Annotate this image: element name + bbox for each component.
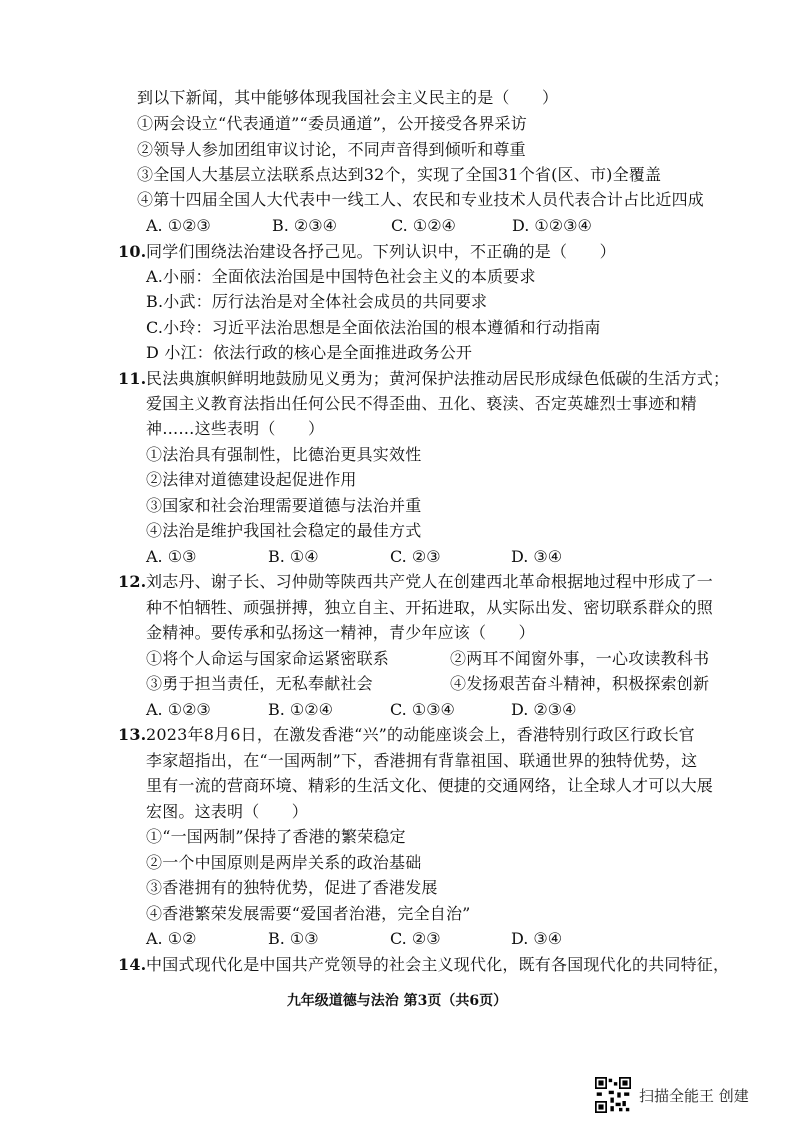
q13-stem-line-3: 里有一流的营商环境、精彩的生活文化、便捷的交通网络，让全球人才可以大展 bbox=[146, 776, 714, 795]
q12-item-1: ①将个人命运与国家命运紧密联系 bbox=[146, 649, 390, 668]
q13-stem-line-1: 2023年8月6日，在激发香港“兴”的动能座谈会上，香港特别行政区行政长官 bbox=[146, 725, 695, 744]
q12-item-3: ③勇于担当责任，无私奉献社会 bbox=[146, 674, 373, 693]
q11-stem-line-2: 爱国主义教育法指出任何公民不得歪曲、丑化、亵渎、否定英雄烈士事迹和精 bbox=[146, 394, 697, 413]
q11-item-2: ②法律对道德建设起促进作用 bbox=[146, 470, 357, 489]
q11-item-1: ①法治具有强制性，比德治更具实效性 bbox=[146, 445, 422, 464]
q13-option-c: C. ②③ bbox=[390, 929, 441, 948]
q11-option-d: D. ③④ bbox=[511, 547, 563, 566]
q9-item-2: ②领导人参加团组审议讨论，不同声音得到倾听和尊重 bbox=[137, 140, 526, 159]
q13-item-3: ③香港拥有的独特优势，促进了香港发展 bbox=[146, 878, 438, 897]
q13-option-a: A. ①② bbox=[146, 929, 197, 948]
q11-stem-line-1: 民法典旗帜鲜明地鼓励见义勇为；黄河保护法推动居民形成绿色低碳的生活方式； bbox=[146, 369, 730, 388]
q11-item-4: ④法治是维护我国社会稳定的最佳方式 bbox=[146, 521, 422, 540]
q9-item-3: ③全国人大基层立法联系点达到32个，实现了全国31个省(区、市)全覆盖 bbox=[137, 165, 662, 184]
q11-option-a: A. ①③ bbox=[146, 547, 197, 566]
qr-code-icon bbox=[595, 1077, 631, 1113]
q12-option-b: B. ①②④ bbox=[268, 700, 333, 719]
q10-option-b: B.小武：厉行法治是对全体社会成员的共同要求 bbox=[146, 292, 488, 311]
q9-stem: 到以下新闻，其中能够体现我国社会主义民主的是（ ） bbox=[137, 88, 559, 107]
q13-number: 13. bbox=[118, 725, 147, 744]
q12-item-4: ④发扬艰苦奋斗精神，积极探索创新 bbox=[450, 674, 710, 693]
q14-stem: 中国式现代化是中国共产党领导的社会主义现代化，既有各国现代化的共同特征， bbox=[146, 955, 730, 974]
q13-item-2: ②一个中国原则是两岸关系的政治基础 bbox=[146, 853, 422, 872]
q12-option-d: D. ②③④ bbox=[511, 700, 577, 719]
scanner-watermark bbox=[595, 1075, 785, 1115]
q11-stem-line-3: 神……这些表明（ ） bbox=[146, 419, 325, 438]
q11-number: 11. bbox=[118, 369, 147, 388]
q9-item-1: ①两会设立“代表通道”“委员通道”，公开接受各界采访 bbox=[137, 114, 527, 133]
q9-option-a: A. ①②③ bbox=[146, 216, 211, 235]
page-footer: 九年级道德与法治 第3页（共6页） bbox=[286, 993, 508, 1009]
q10-option-a: A.小丽：全面依法治国是中国特色社会主义的本质要求 bbox=[146, 267, 536, 286]
q12-stem-line-1: 刘志丹、谢子长、习仲勋等陕西共产党人在创建西北革命根据地过程中形成了一 bbox=[146, 572, 714, 591]
q12-stem-line-3: 金精神。要传承和弘扬这一精神，青少年应该（ ） bbox=[146, 623, 535, 642]
q10-option-d: D 小江：依法行政的核心是全面推进政务公开 bbox=[146, 343, 473, 362]
q9-option-b: B. ②③④ bbox=[272, 216, 337, 235]
q11-option-b: B. ①④ bbox=[268, 547, 319, 566]
q12-number: 12. bbox=[118, 572, 147, 591]
watermark-text: 扫描全能王 创建 bbox=[639, 1086, 749, 1105]
q11-item-3: ③国家和社会治理需要道德与法治并重 bbox=[146, 496, 422, 515]
q13-stem-line-2: 李家超指出，在“一国两制”下，香港拥有背靠祖国、联通世界的独特优势，这 bbox=[146, 751, 698, 770]
q10-stem: 同学们围绕法治建设各抒己见。下列认识中，不正确的是（ ） bbox=[146, 242, 616, 261]
q12-stem-line-2: 种不怕牺牲、顽强拼搏，独立自主、开拓进取，从实际出发、密切联系群众的照 bbox=[146, 598, 714, 617]
q13-option-b: B. ①③ bbox=[268, 929, 319, 948]
q13-item-1: ①“一国两制”保持了香港的繁荣稳定 bbox=[146, 827, 406, 846]
q11-option-c: C. ②③ bbox=[390, 547, 441, 566]
q9-item-4: ④第十四届全国人大代表中一线工人、农民和专业技术人员代表合计占比近四成 bbox=[137, 190, 705, 209]
q9-option-d: D. ①②③④ bbox=[512, 216, 592, 235]
q12-option-c: C. ①③④ bbox=[390, 700, 455, 719]
q13-item-4: ④香港繁荣发展需要“爱国者治港，完全自治” bbox=[146, 904, 471, 923]
q12-option-a: A. ①②③ bbox=[146, 700, 211, 719]
q12-item-2: ②两耳不闻窗外事，一心攻读教科书 bbox=[450, 649, 710, 668]
q13-option-d: D. ③④ bbox=[511, 929, 563, 948]
q10-option-c: C.小玲：习近平法治思想是全面依法治国的根本遵循和行动指南 bbox=[146, 318, 601, 337]
q13-stem-line-4: 宏图。这表明（ ） bbox=[146, 802, 309, 821]
q10-number: 10. bbox=[118, 242, 147, 261]
q14-number: 14. bbox=[118, 955, 147, 974]
q9-option-c: C. ①②④ bbox=[391, 216, 456, 235]
